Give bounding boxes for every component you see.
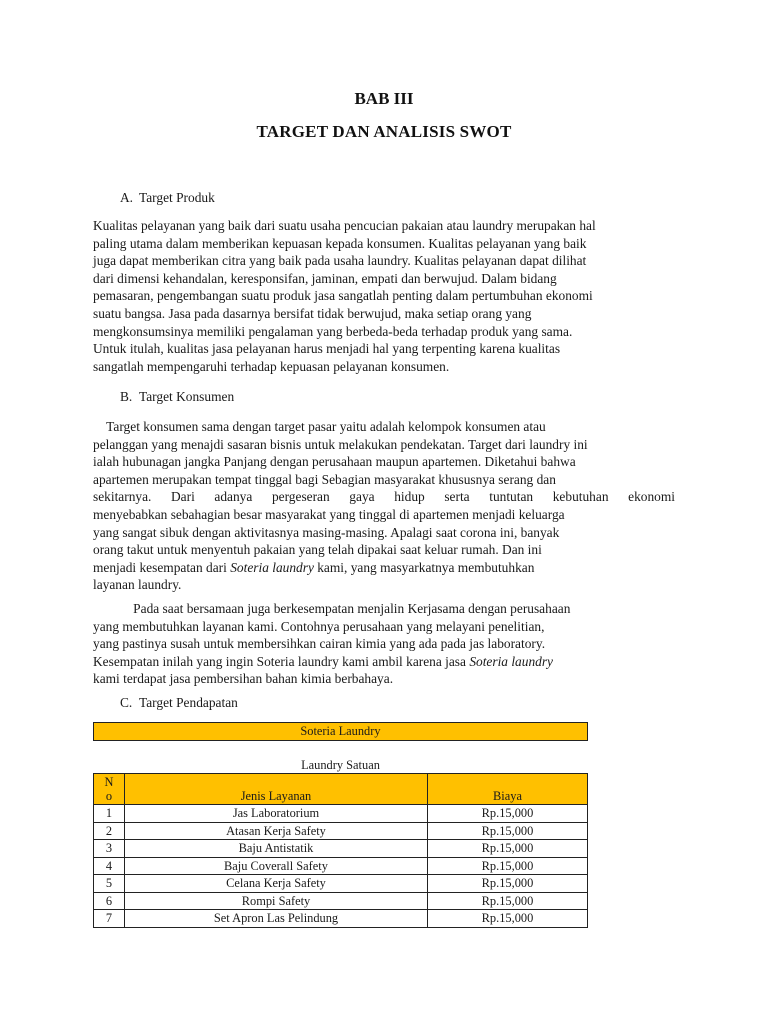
row-service: Jas Laboratorium [125, 805, 428, 823]
table-header-row [94, 774, 588, 805]
paragraph-line: ialah hubunagan jangka Panjang dengan perusahaan maupun apartemen. Diketahui bahwa [93, 454, 576, 470]
row-service: Baju Antistatik [125, 840, 428, 858]
header-service: Jenis Layanan [125, 774, 428, 805]
section-b-letter: B. [120, 389, 133, 404]
brand-italic: Soteria laundry [230, 559, 314, 575]
paragraph-line: yang sangat sibuk dengan aktivitasnya masing-masing. Apalagi saat corona ini, banyak [93, 524, 560, 540]
price-table [93, 773, 588, 928]
row-service: Celana Kerja Safety [125, 875, 428, 893]
chapter-heading: BAB III [354, 89, 414, 108]
row-cost: Rp.15,000 [428, 840, 588, 858]
row-cost: Rp.15,000 [428, 822, 588, 840]
brand-italic: Soteria laundry [469, 653, 553, 669]
paragraph-line: sangatlah mempengaruhi terhadap kepuasan pelayanan konsumen. [93, 358, 450, 374]
table-title-box: Soteria Laundry [93, 722, 588, 741]
row-service: Baju Coverall Safety [125, 857, 428, 875]
header-no [94, 774, 125, 805]
table-row [94, 875, 588, 893]
table-caption: Laundry Satuan [301, 758, 380, 772]
paragraph-line: menyebabkan sebahagian besar masyarakat yang tinggal di apartemen menjadi keluarga [93, 506, 565, 522]
paragraph-line [93, 653, 675, 671]
paragraph-line [93, 559, 675, 577]
paragraph-line: Target konsumen sama dengan target pasar yaitu adalah kelompok konsumen atau [93, 419, 546, 434]
section-b-heading [120, 389, 234, 405]
paragraph-line: dari dimensi kehandalan, keresponsifan, jaminan, empati dan berwujud. Dalam bidang [93, 270, 557, 286]
header-no-line-1: N [104, 774, 114, 789]
row-number: 2 [94, 822, 125, 840]
paragraph-line: juga dapat memberikan citra yang baik pada usaha laundry. Kualitas pelayanan dapat dilihat [93, 253, 587, 269]
paragraph-line: sekitarnya. Dari adanya pergeseran gaya hidup serta tuntutan kebutuhan ekonomi [93, 489, 675, 505]
table-row [94, 840, 588, 858]
section-c-letter: C. [120, 695, 133, 710]
table-row [94, 892, 588, 910]
line-text: Kesempatan inilah yang ingin Soteria laundry kami ambil karena jasa [93, 653, 470, 669]
paragraph-line: pemasaran, pengembangan suatu produk jasa sangatlah penting dalam pertumbuhan ekonomi [93, 288, 593, 304]
section-b-title: Target Konsumen [139, 389, 235, 404]
section-a-letter: A. [120, 190, 134, 205]
paragraph-line: Kualitas pelayanan yang baik dari suatu usaha pencucian pakaian atau laundry merupakan hal [93, 218, 596, 233]
line-text: kami, yang masyarkatnya membutuhkan [313, 559, 535, 575]
row-cost: Rp.15,000 [428, 910, 588, 928]
row-number: 5 [94, 875, 125, 893]
row-number: 1 [94, 805, 125, 823]
row-number: 7 [94, 910, 125, 928]
paragraph-line: layanan laundry. [93, 577, 182, 593]
paragraph-line: yang pastinya susah untuk membersihkan cairan kimia yang ada pada jas laboratory. [93, 636, 546, 652]
chapter-title: TARGET DAN ANALISIS SWOT [256, 122, 512, 141]
header-cost: Biaya [428, 774, 588, 805]
table-row [94, 805, 588, 823]
paragraph-line: Pada saat bersamaan juga berkesempatan menjalin Kerjasama dengan perusahaan [93, 601, 571, 616]
section-a-paragraph [93, 217, 675, 375]
paragraph-line: mengkonsumsinya memiliki pengalaman yang berbeda-beda terhadap produk yang sama. [93, 323, 573, 339]
row-service: Atasan Kerja Safety [125, 822, 428, 840]
paragraph-line: Untuk itulah, kualitas jasa pelayanan harus menjadi hal yang terpenting karena kualitas [93, 341, 561, 357]
paragraph-line: orang takut untuk menyentuh pakaian yang telah dipakai saat keluar rumah. Dan ini [93, 542, 542, 558]
section-c-title: Target Pendapatan [139, 695, 238, 710]
row-service: Rompi Safety [125, 892, 428, 910]
paragraph-line: paling utama dalam memberikan kepuasan kepada konsumen. Kualitas pelayanan yang baik [93, 235, 587, 251]
section-a-title: Target Produk [139, 190, 215, 205]
section-b-paragraph-1 [93, 418, 675, 594]
paragraph-line: suatu bangsa. Jasa pada dasarnya bersifat tidak berwujud, maka setiap orang yang [93, 305, 532, 321]
section-c-heading [120, 695, 238, 711]
table-row [94, 857, 588, 875]
section-a-heading [120, 190, 215, 206]
paragraph-line: kami terdapat jasa pembersihan bahan kimia berbahaya. [93, 671, 394, 687]
row-number: 4 [94, 857, 125, 875]
table-row [94, 910, 588, 928]
table-body [94, 805, 588, 928]
paragraph-line: pelanggan yang menajdi sasaran bisnis untuk melakukan pendekatan. Target dari laundry ini [93, 436, 588, 452]
row-cost: Rp.15,000 [428, 857, 588, 875]
header-no-line-2: o [105, 789, 113, 803]
paragraph-line: apartemen merupakan tempat tinggal bagi Sebagian masyarakat khususnya serang dan [93, 471, 556, 487]
paragraph-line: yang membutuhkan layanan kami. Contohnya perusahaan yang melayani penelitian, [93, 618, 545, 634]
row-cost: Rp.15,000 [428, 875, 588, 893]
row-cost: Rp.15,000 [428, 805, 588, 823]
row-number: 3 [94, 840, 125, 858]
line-text: menjadi kesempatan dari [93, 559, 231, 575]
row-number: 6 [94, 892, 125, 910]
section-b-paragraph-2 [93, 600, 675, 688]
table-row [94, 822, 588, 840]
row-cost: Rp.15,000 [428, 892, 588, 910]
row-service: Set Apron Las Pelindung [125, 910, 428, 928]
